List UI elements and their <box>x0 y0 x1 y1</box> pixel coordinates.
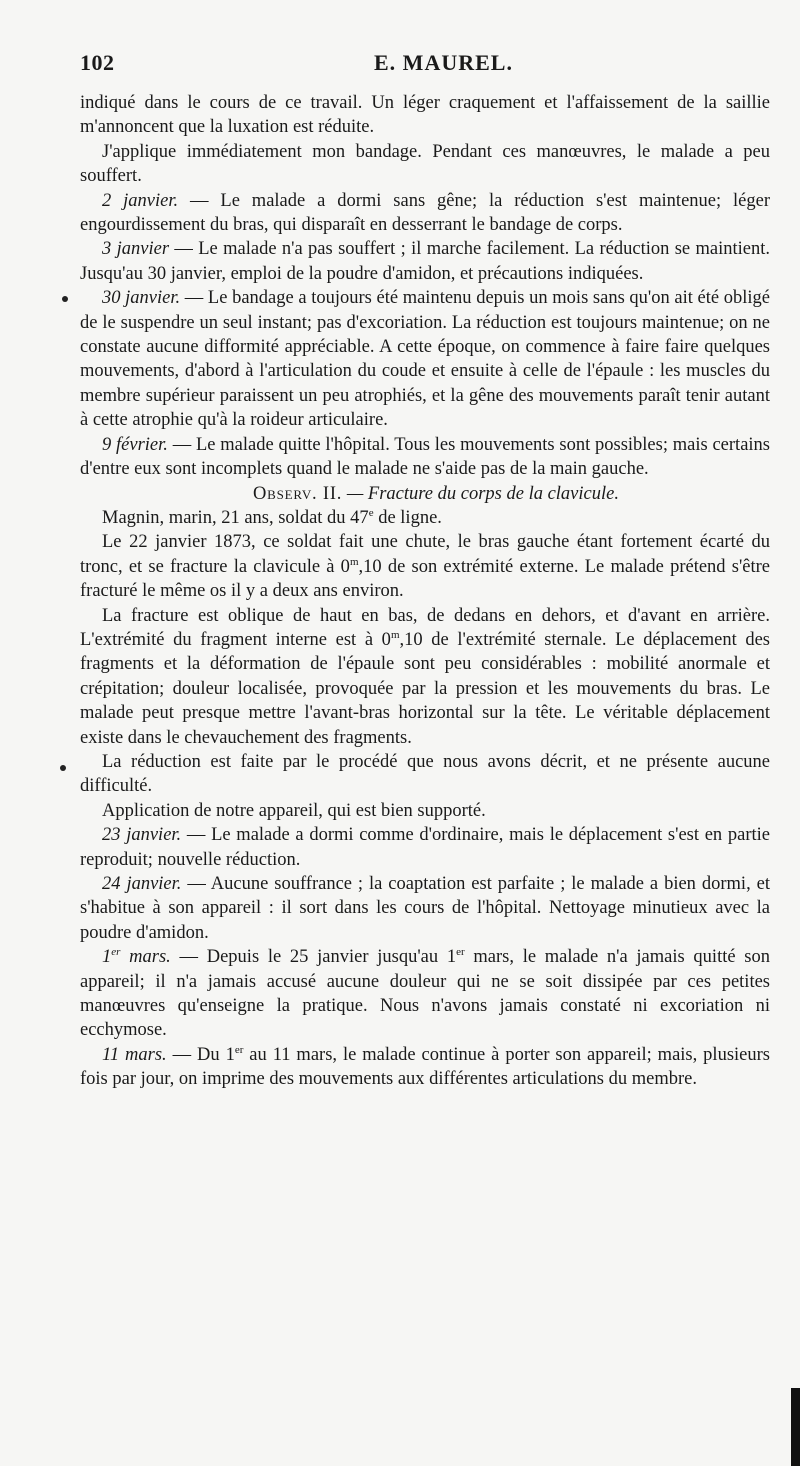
paragraph-text: La réduction est faite par le procédé que nous avons décrit, et ne présente aucune difficulté. <box>80 751 770 797</box>
superscript: er <box>456 946 465 959</box>
entry-text: — Du 1 <box>166 1044 235 1065</box>
entry-text: — Le bandage a toujours été maintenu depuis un mois sans qu'on ait été obligé de le suspendre un seul instant; pas d'excoriation. La réduction est toujours maintenue; on ne constate aucune difformité appréciable. A cette époque, on commence à faire faire quelques mouvements, d'abord à l'articulation du coude et ensuite à celle de l'épaule : les muscles du membre supérieur paraissent un peu atrophiés, et la gêne des mouvements paraît tenir autant à cette atrophie qu'à la roideur articulaire. <box>80 288 770 431</box>
observation-title: — Fracture du corps de la clavicule. <box>342 483 619 504</box>
margin-mark <box>62 296 68 302</box>
paragraph-bandage <box>80 140 770 189</box>
paragraph-text: J'applique immédiatement mon bandage. Pendant ces manœuvres, le malade a peu souffert. <box>80 141 770 187</box>
entry-text: — Le malade a dormi comme d'ordinaire, mais le déplacement s'est en partie reproduit; nouvelle réduction. <box>80 825 770 870</box>
entry-text: — Le malade quitte l'hôpital. Tous les mouvements sont possibles; mais certains d'entre eux sont incomplets quand le malade ne s'aide pas de la main gauche. <box>80 434 770 480</box>
superscript: er <box>234 1043 244 1056</box>
entry-date: 11 mars. <box>102 1044 167 1065</box>
entry-11-mars <box>80 1043 770 1092</box>
entry-3-janvier <box>80 237 770 286</box>
entry-date: 30 janvier. <box>102 288 181 309</box>
superscript: m <box>390 628 400 641</box>
page-header <box>80 50 770 84</box>
application-paragraph <box>80 799 770 823</box>
entry-date: 2 janvier. <box>102 190 179 211</box>
entry-text: — Le malade n'a pas souffert ; il marche facilement. La réduction se maintient. Jusqu'au 30 janvier, emploi de la poudre d'amidon, et précautions indiquées. <box>80 239 770 284</box>
page-body <box>80 91 770 1092</box>
entry-text: — Aucune souffrance ; la coaptation est parfaite ; le malade a bien dormi, et s'habitue à son appareil : il sort dans les cours de l'hôpital. Nettoyage minutieux avec la poudre d'amidon. <box>80 874 770 943</box>
observation-heading <box>80 482 770 506</box>
entry-date: 24 janvier. <box>102 874 182 894</box>
entry-30-janvier <box>80 286 770 432</box>
running-head: E. MAUREL. <box>374 50 513 75</box>
entry-text: — Le malade a dormi sans gêne; la réduction s'est maintenue; léger engourdissement du bras, qui disparaît en desserrant le bandage de corps. <box>80 190 770 236</box>
paragraph-text: ,10 de l'extrémité sternale. Le déplacement des fragments et la déformation de l'épaule sont peu considérables : mobilité anormale et crépitation; douleur localisée, provoquée par la pression et les mouvements du bras. Le malade peut presque mettre l'avant-bras horizontal sur la tête. Le véritable déplacement existe dans le chevauchement des fragments. <box>80 629 770 748</box>
entry-date: 3 janvier <box>102 239 170 260</box>
observation-label: Observ. II. <box>253 483 343 504</box>
scan-edge-mark <box>791 1388 800 1466</box>
entry-text: au 11 mars, le malade continue à porter son appareil; mais, plusieurs fois par jour, on imprime des mouvements aux différentes articulations du membre. <box>80 1044 770 1090</box>
margin-mark <box>60 765 66 771</box>
entry-date: 9 février. <box>102 434 168 455</box>
date-part: mars. <box>120 947 171 968</box>
paragraph-continuation <box>80 91 770 140</box>
paragraph-text: de ligne. <box>373 507 442 528</box>
paragraph-text: Magnin, marin, 21 ans, soldat du 47 <box>102 507 369 528</box>
page-number: 102 <box>80 50 115 75</box>
paragraph-text: La fracture est oblique de haut en bas, de dedans en dehors, et d'avant en arrière. L'extrémité du fragment interne est à 0 <box>80 605 770 650</box>
entry-text: — Depuis le 25 janvier jusqu'au 1 <box>170 947 457 968</box>
paragraph-text: Le 22 janvier 1873, ce soldat fait une chute, le bras gauche étant fortement écarté du tronc, et se fracture la clavicule à 0 <box>80 532 770 577</box>
entry-24-janvier <box>80 872 770 945</box>
fracture-description <box>80 604 770 750</box>
patient-intro <box>80 506 770 530</box>
paragraph-text: indiqué dans le cours de ce travail. Un léger craquement et l'affaissement de la saillie m'annoncent que la luxation est réduite. <box>80 93 770 138</box>
date-part: 1 <box>102 947 112 968</box>
entry-date: 23 janvier. <box>102 825 182 846</box>
entry-date <box>102 947 171 967</box>
reduction-paragraph <box>80 750 770 799</box>
entry-text: mars, le malade n'a jamais quitté son appareil; il n'a jamais accusé aucune douleur qui ne se soit dissipée par ces petites manœuvres qu'enseigne la pratique. Nous n'avons jamais constaté ni excoriation ni ecchymose. <box>80 947 770 1041</box>
superscript: er <box>111 946 121 959</box>
superscript: m <box>349 555 359 568</box>
entry-2-janvier <box>80 189 770 238</box>
paragraph-text: ,10 de son extrémité externe. Le malade prétend s'être fracturé le même os il y a deux ans environ. <box>80 556 771 602</box>
entry-23-janvier <box>80 823 770 872</box>
entry-1-mars <box>80 945 770 1043</box>
paragraph-text: Application de notre appareil, qui est bien supporté. <box>102 800 486 821</box>
injury-account <box>80 530 770 603</box>
superscript: e <box>368 506 374 519</box>
entry-9-fevrier <box>80 433 770 482</box>
